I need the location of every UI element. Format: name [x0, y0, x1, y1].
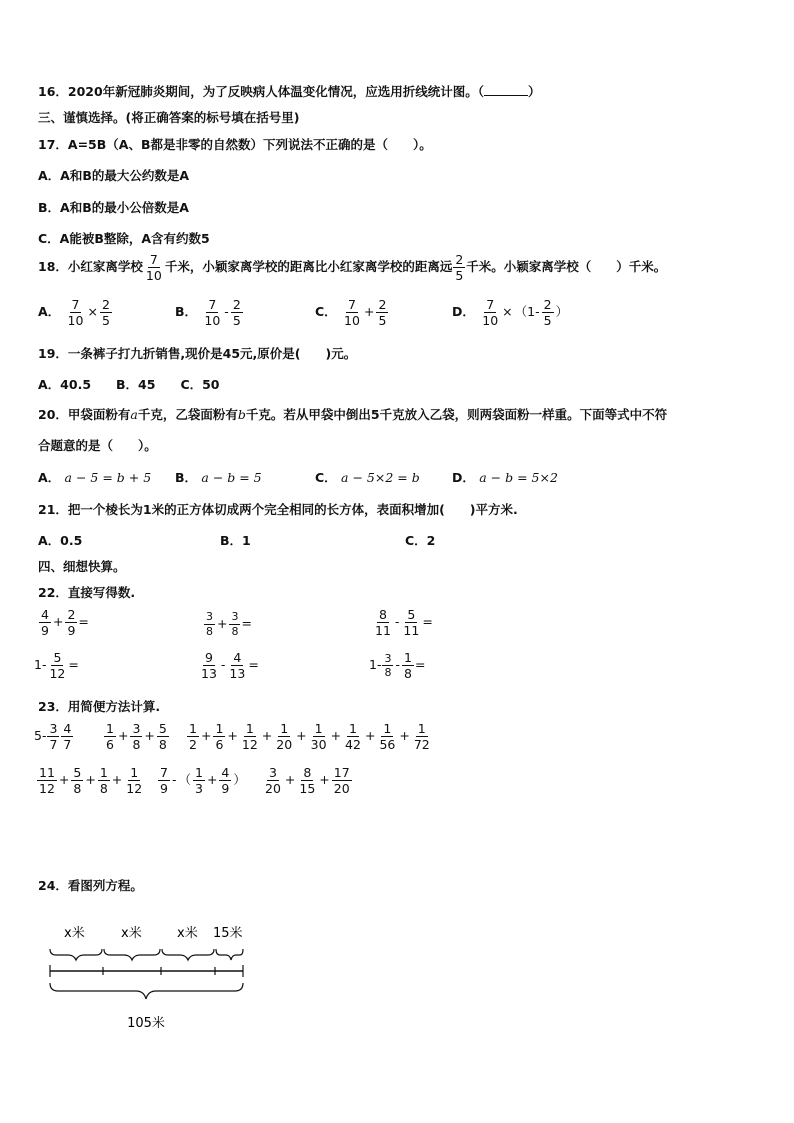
- question-17-stem: 17．A=5B（A、B都是非零的自然数）下列说法不正确的是（ ）。: [38, 137, 432, 152]
- section-3-heading: 三、谨慎选择。(将正确答案的标号填在括号里): [38, 110, 300, 125]
- brace-bottom: [50, 983, 243, 999]
- question-21-stem: 21．把一个棱长为1米的正方体切成两个完全相同的长方体，表面积增加( )平方米.: [38, 502, 518, 517]
- q23-expr-4: $\frac{11}{12}$ + $\frac{5}{8}$ + $\frac{1}{8}$ + $\frac{1}{12}$: [39, 765, 143, 797]
- q17-option-c[interactable]: C．A能被B整除，A含有约数5: [38, 231, 210, 246]
- q18-fraction-2-5: $\frac{2}{5}$: [455, 252, 464, 284]
- question-22-stem: 22．直接写得数.: [38, 585, 136, 600]
- q22-expr-6: 1- $\frac{3}{8}$ - $\frac{1}{8}$ =: [369, 650, 426, 682]
- q22-expr-1: $\frac{4}{9}$ + $\frac{2}{9}$ =: [41, 607, 89, 639]
- q16-answer-blank[interactable]: [484, 83, 528, 96]
- q18-text-1: 18．小红家离学校: [38, 259, 143, 275]
- q18-option-d[interactable]: D． $\frac{7}{10}$ × （1- $\frac{2}{5}$ ）: [452, 297, 569, 329]
- brace-top-1: [50, 949, 102, 960]
- q23-expr-2: $\frac{1}{6}$ + $\frac{3}{8}$ + $\frac{5}{8}$: [106, 721, 167, 753]
- q21-option-a[interactable]: A．0.5: [38, 533, 83, 548]
- q17-option-a[interactable]: A．A和B的最大公约数是A: [38, 168, 190, 183]
- brace-top-3: [162, 949, 214, 960]
- q18-option-b[interactable]: B． $\frac{7}{10}$ - $\frac{2}{5}$: [175, 297, 241, 329]
- q23-expr-5: $\frac{7}{9}$ - （ $\frac{1}{3}$ + $\frac{4}{9}$ ）: [160, 765, 246, 797]
- q20-option-a[interactable]: A． a − 5 = b + 5: [38, 470, 152, 485]
- q18-text-3: 千米。小颖家离学校（ ）千米。: [466, 259, 667, 275]
- q22-expr-2: $\frac{3}{8}$ + $\frac{3}{8}$ =: [206, 610, 252, 638]
- q22-expr-5: $\frac{9}{13}$ - $\frac{4}{13}$ =: [201, 650, 259, 682]
- q18-fraction-7-10: $\frac{7}{10}$: [145, 252, 162, 284]
- q23-expr-6: $\frac{3}{20}$ + $\frac{8}{15}$ + $\frac{17}{20}$: [265, 765, 350, 797]
- q24-line-segment-diagram: [40, 915, 260, 1035]
- var-b: b: [237, 407, 246, 422]
- brace-top-4: [216, 949, 243, 960]
- question-24-stem: 24．看图列方程。: [38, 878, 143, 893]
- q23-expr-3: $\frac{1}{2}$ + $\frac{1}{6}$ + $\frac{1}{12}$ + $\frac{1}{20}$ + $\frac{1}{30}$ + $\frac{1}{42}$ + $\frac{1}{56}$ + $\frac{1}{72}$: [189, 721, 430, 753]
- q16-close: ）: [527, 84, 541, 99]
- q17-option-b[interactable]: B．A和B的最小公倍数是A: [38, 200, 189, 215]
- q22-expr-3: $\frac{8}{11}$ - $\frac{5}{11}$ =: [375, 607, 433, 639]
- q21-option-b[interactable]: B．1: [220, 533, 251, 548]
- q23-expr-1: 5- $\frac{3}{7}$ $\frac{4}{7}$: [34, 721, 72, 753]
- q18-option-c[interactable]: C． $\frac{7}{10}$ + $\frac{2}{5}$: [315, 297, 387, 329]
- var-a: a: [130, 407, 138, 422]
- question-18-stem: [38, 253, 666, 282]
- q20-option-c[interactable]: C． a − 5×2 = b: [315, 470, 420, 485]
- question-23-stem: 23．用简便方法计算.: [38, 699, 161, 714]
- q21-option-c[interactable]: C．2: [405, 533, 436, 548]
- segment-label-2: x米: [121, 926, 142, 941]
- segment-label-3: x米: [177, 926, 198, 941]
- question-19-stem: 19．一条裤子打九折销售,现价是45元,原价是( )元。: [38, 346, 357, 361]
- brace-top-2: [104, 949, 160, 960]
- q18-text-2: 千米，小颖家离学校的距离比小红家离学校的距离远: [164, 259, 453, 275]
- q19-options[interactable]: A．40.5 B．45 C．50: [38, 377, 220, 392]
- q22-expr-4: 1- $\frac{5}{12}$ =: [34, 650, 79, 682]
- question-20-line-2: 合题意的是（ ）。: [38, 438, 157, 453]
- total-length-label: 105米: [127, 1016, 165, 1031]
- q20-option-d[interactable]: D． a − b = 5×2: [452, 470, 558, 485]
- segment-label-1: x米: [64, 926, 85, 941]
- q20-option-b[interactable]: B． a − b = 5: [175, 470, 262, 485]
- segment-label-4: 15米: [213, 926, 243, 941]
- q16-text: 2020年新冠肺炎期间，为了反映病人体温变化情况，应选用折线统计图。（: [67, 84, 484, 99]
- q18-option-a[interactable]: A． $\frac{7}{10}$ × $\frac{2}{5}$: [38, 297, 110, 329]
- question-16: [38, 82, 540, 100]
- q16-number: 16．: [38, 84, 68, 99]
- section-4-heading: 四、细想快算。: [38, 559, 126, 574]
- question-20-line-1: 20．甲袋面粉有a千克，乙袋面粉有b千克。若从甲袋中倒出5千克放入乙袋，则两袋面粉一样重。下面等式中不符: [38, 407, 668, 422]
